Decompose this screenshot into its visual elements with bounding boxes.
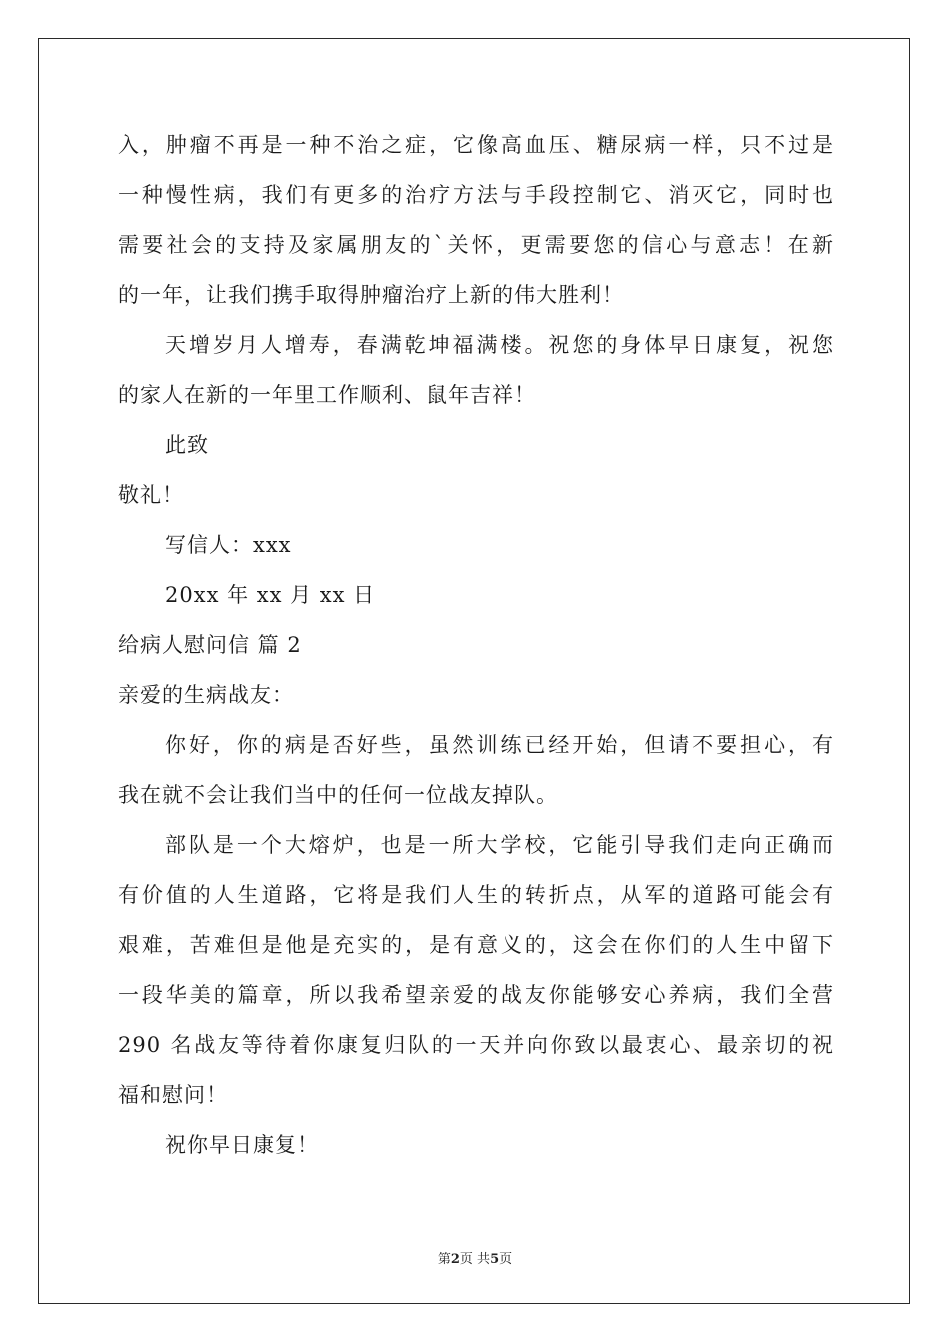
footer-mid: 页 共 (459, 1252, 491, 1267)
footer-suffix: 页 (499, 1252, 513, 1267)
body-line: 有价值的人生道路，它将是我们人生的转折点，从军的道路可能会有 (118, 883, 834, 907)
body-line: 290 名战友等待着你康复归队的一天并向你致以最衷心、最亲切的祝 (118, 1033, 834, 1057)
letter-body (118, 120, 834, 1170)
body-line: 一种慢性病，我们有更多的治疗方法与手段控制它、消灭它，同时也 (118, 183, 834, 207)
page-footer (0, 1248, 950, 1267)
footer-prefix: 第 (437, 1252, 451, 1267)
body-line: 你好，你的病是否好些，虽然训练已经开始，但请不要担心，有 (165, 733, 834, 757)
section-title: 给病人慰问信 篇 2 (118, 633, 302, 657)
body-line: 我在就不会让我们当中的任何一位战友掉队。 (118, 783, 558, 807)
body-line: 福和慰问！ (118, 1083, 228, 1107)
body-line: 入，肿瘤不再是一种不治之症，它像高血压、糖尿病一样，只不过是 (118, 133, 834, 157)
body-line: 部队是一个大熔炉，也是一所大学校，它能引导我们走向正确而 (165, 833, 834, 857)
closing-salutation: 此致 (165, 433, 209, 457)
body-line: 天增岁月人增寿，春满乾坤福满楼。祝您的身体早日康复，祝您 (165, 333, 834, 357)
body-line: 艰难，苦难但是他是充实的，是有意义的，这会在你们的人生中留下 (118, 933, 834, 957)
total-page-number: 5 (490, 1252, 500, 1267)
current-page-number: 2 (450, 1252, 460, 1267)
body-line: 的一年，让我们携手取得肿瘤治疗上新的伟大胜利！ (118, 283, 624, 307)
signature-date: 20xx 年 xx 月 xx 日 (165, 583, 376, 607)
body-line: 需要社会的支持及家属朋友的`关怀，更需要您的信心与意志！在新 (118, 233, 834, 257)
closing-respect: 敬礼！ (118, 483, 184, 507)
body-line: 一段华美的篇章，所以我希望亲爱的战友你能够安心养病，我们全营 (118, 983, 834, 1007)
body-line: 的家人在新的一年里工作顺利、鼠年吉祥！ (118, 383, 536, 407)
greeting: 亲爱的生病战友： (118, 683, 294, 707)
closing-wish: 祝你早日康复！ (165, 1133, 319, 1157)
signature-writer: 写信人：xxx (165, 533, 292, 557)
